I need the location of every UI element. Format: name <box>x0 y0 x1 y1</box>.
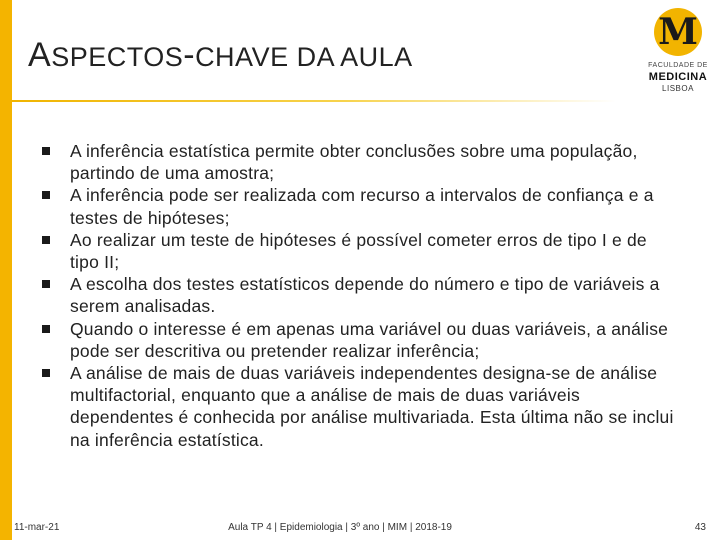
footer-course-info: Aula TP 4 | Epidemiologia | 3º ano | MIM | 2018-19 <box>228 522 452 533</box>
logo-line-2: MEDICINA <box>648 71 708 83</box>
bullet-square-icon <box>42 369 50 377</box>
bullet-text: A inferência estatística permite obter conclusões sobre uma população, partindo de uma amostra; <box>70 141 638 184</box>
page-number: 43 <box>694 522 706 533</box>
logo-line-1: FACULDADE DE <box>648 62 708 69</box>
bullet-square-icon <box>42 147 50 155</box>
bullet-text: A análise de mais de duas variáveis independentes designa-se de análise multifactorial, enquanto que a análise de mais de duas variáveis dependentes é conhecida por análise multivariada. Esta última não se inclui na inferência estatística. <box>70 363 674 450</box>
bullet-square-icon <box>42 325 50 333</box>
title-underline <box>12 100 616 102</box>
logo-letter: M <box>658 11 698 53</box>
bullet-square-icon <box>42 191 50 199</box>
bullet-item <box>40 184 680 228</box>
footer-date: 11-mar-21 <box>14 522 60 533</box>
bullet-item <box>40 273 680 317</box>
accent-bar <box>0 0 12 540</box>
bullet-item <box>40 140 680 184</box>
faculty-logo <box>636 8 716 96</box>
bullet-list <box>40 140 680 451</box>
bullet-square-icon <box>42 280 50 288</box>
bullet-item <box>40 362 680 451</box>
logo-line-3: LISBOA <box>662 84 694 93</box>
bullet-text: Ao realizar um teste de hipóteses é possível cometer erros de tipo I e de tipo II; <box>70 229 647 273</box>
bullet-square-icon <box>42 236 50 244</box>
bullet-text: A inferência pode ser realizada com recurso a intervalos de confiança e a testes de hipóteses; <box>70 185 654 228</box>
bullet-item <box>40 318 680 362</box>
bullet-text: A escolha dos testes estatísticos depende do número e tipo de variáveis a serem analisadas. <box>70 274 660 317</box>
bullet-text: Quando o interesse é em apenas uma variável ou duas variáveis, a análise pode ser descritiva ou pretender realizar inferência; <box>70 318 669 361</box>
slide-title: ASPECTOS-CHAVE DA AULA <box>28 36 413 74</box>
bullet-item <box>40 229 680 273</box>
